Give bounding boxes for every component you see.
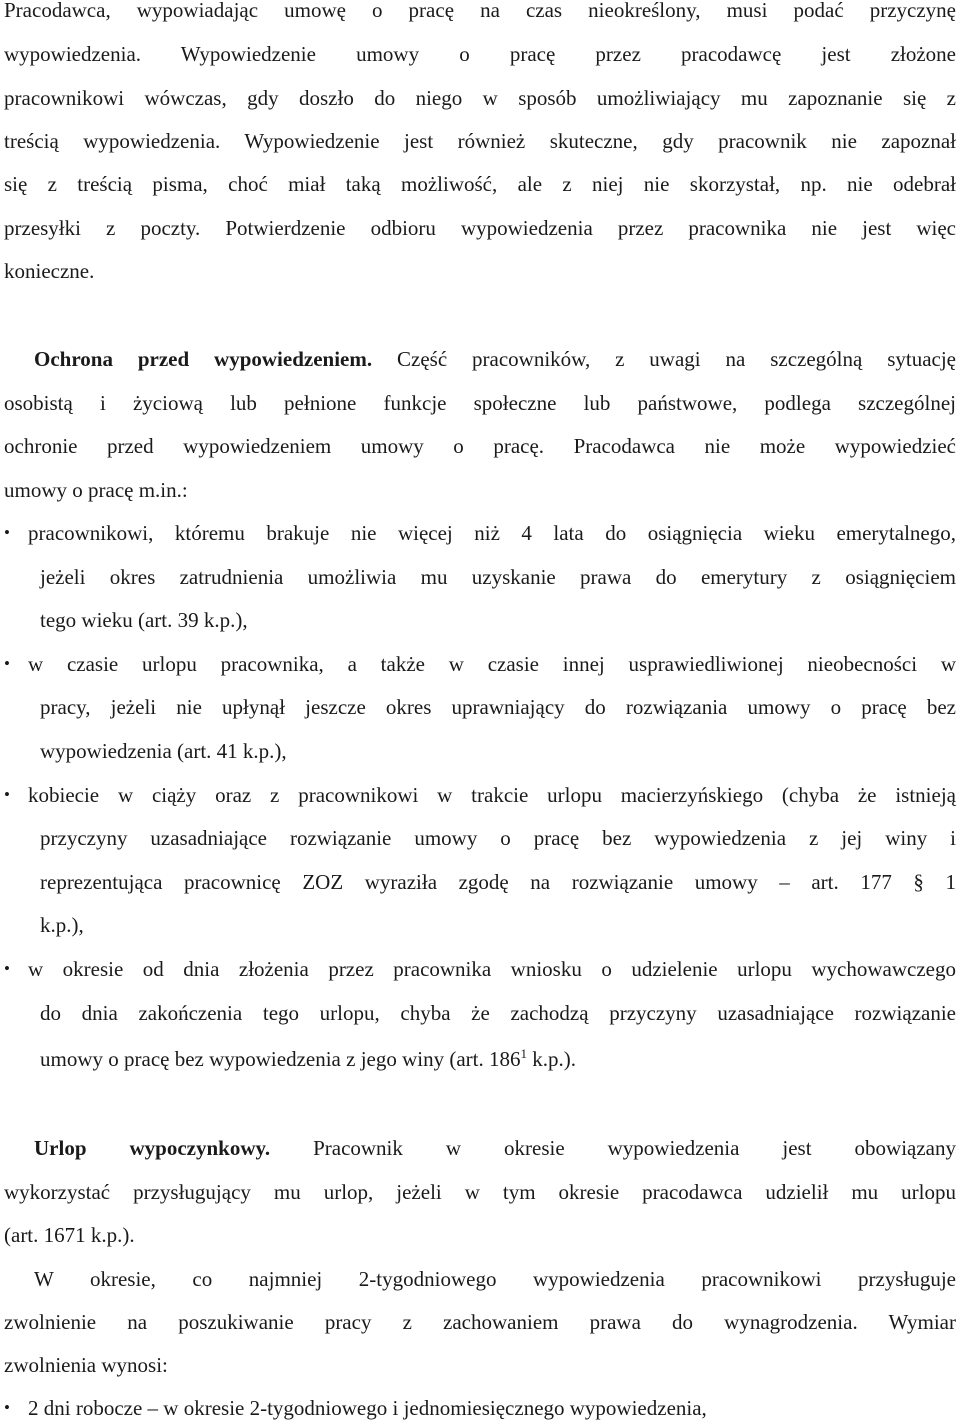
list-item-line: przyczyny uzasadniające rozwiązanie umowy o pracę bez wypowiedzenia z jej winy i [40,826,956,850]
list-item-line: reprezentująca pracownicę ZOZ wyraziła zgodę na rozwiązanie umowy – art. 177 § 1 [40,870,956,894]
paragraph-text: Część pracowników, z uwagi na szczególną sytuację [397,347,956,371]
paragraph-line: (art. 1671 k.p.). [4,1223,135,1247]
section-ochrona-first-line [34,345,956,373]
paragraph-line: przesyłki z poczty. Potwierdzenie odbioru wypowiedzenia przez pracownika nie jest więc [4,216,956,240]
list-item-line: tego wieku (art. 39 k.p.), [40,608,248,632]
list-item-line: kobiecie w ciąży oraz z pracownikowi w trakcie urlopu macierzyńskiego (chyba że istnieją [28,783,956,807]
list-item-line: do dnia zakończenia tego urlopu, chyba że zachodzą przyczyny uzasadniające rozwiązanie [40,1001,956,1025]
list-item-line: w czasie urlopu pracownika, a także w czasie innej usprawiedliwionej nieobecności w [28,652,956,676]
list-item-text: umowy o pracę bez wypowiedzenia z jego winy (art. 186 [40,1047,521,1071]
bullet-marker: • [4,785,10,804]
paragraph-line: wypowiedzenia. Wypowiedzenie umowy o pracę przez pracodawcę jest złożone [4,42,956,66]
paragraph-line: konieczne. [4,259,95,283]
section-urlop-first-line [34,1134,956,1162]
list-item-line: pracownikowi, któremu brakuje nie więcej niż 4 lata do osiągnięcia wieku emerytalnego, [28,521,956,545]
bullet-marker: • [4,523,10,542]
paragraph-line: W okresie, co najmniej 2-tygodniowego wypowiedzenia pracownikowi przysługuje [34,1267,956,1291]
paragraph-line: pracownikowi wówczas, gdy doszło do niego w sposób umożliwiający mu zapoznanie się z [4,86,956,110]
paragraph-line: ochronie przed wypowiedzeniem umowy o pracę. Pracodawca nie może wypowiedzieć [4,434,956,458]
list-item-line: wypowiedzenia (art. 41 k.p.), [40,739,287,763]
bullet-marker: • [4,1398,10,1417]
section-heading-ochrona: Ochrona przed wypowiedzeniem. [34,347,373,371]
list-item-line: 2 dni robocze – w okresie 2-tygodniowego i jednomiesięcznego wypowiedzenia, [28,1396,707,1420]
bullet-marker: • [4,959,10,978]
list-item-line: k.p.), [40,913,84,937]
section-heading-urlop: Urlop wypoczynkowy. [34,1136,271,1160]
list-item-line: jeżeli okres zatrudnienia umożliwia mu uzyskanie prawa do emerytury z osiągnięciem [40,565,956,589]
paragraph-line: zwolnienia wynosi: [4,1353,168,1377]
paragraph-line: się z treścią pisma, choć miał taką możliwość, ale z niej nie skorzystał, np. nie odebrał [4,172,956,196]
paragraph-line: osobistą i życiową lub pełnione funkcje społeczne lub państwowe, podlega szczególnej [4,391,956,415]
paragraph-line: umowy o pracę m.in.: [4,478,188,502]
list-item-text: k.p.). [527,1047,576,1071]
bullet-marker: • [4,654,10,673]
list-item-line-with-superscript [40,1045,956,1073]
paragraph-line: wykorzystać przysługujący mu urlop, jeżeli w tym okresie pracodawca udzielił mu urlopu [4,1180,956,1204]
superscript: 1 [520,1046,527,1061]
paragraph-line: treścią wypowiedzenia. Wypowiedzenie jest również skuteczne, gdy pracownik nie zapoznał [4,129,956,153]
list-item-line: pracy, jeżeli nie upłynął jeszcze okres uprawniający do rozwiązania umowy o pracę bez [40,695,956,719]
paragraph-line: zwolnienie na poszukiwanie pracy z zachowaniem prawa do wynagrodzenia. Wymiar [4,1310,956,1334]
paragraph-text: Pracownik w okresie wypowiedzenia jest obowiązany [313,1136,957,1160]
paragraph-line: Pracodawca, wypowiadając umowę o pracę na czas nieokreślony, musi podać przyczynę [4,0,956,22]
list-item-line: w okresie od dnia złożenia przez pracownika wniosku o udzielenie urlopu wychowawczego [28,957,956,981]
